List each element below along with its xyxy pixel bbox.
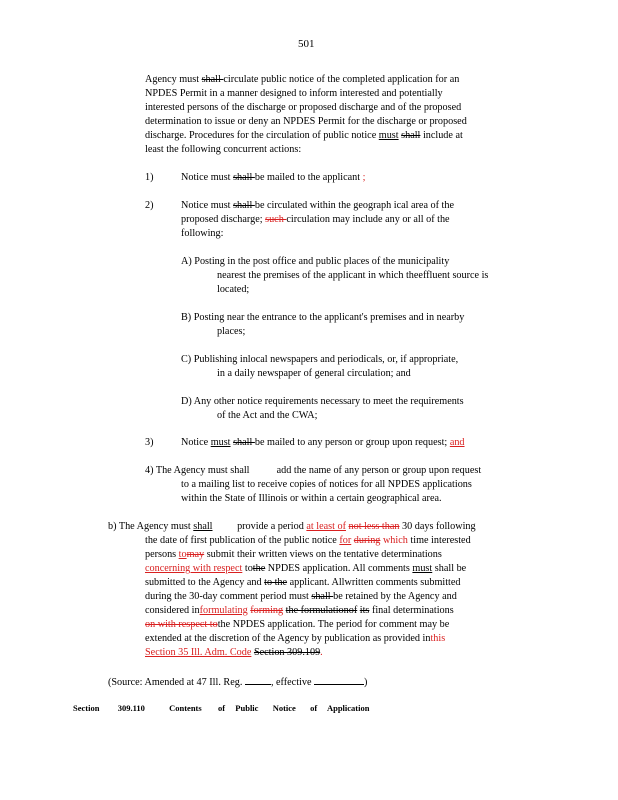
para-b-line-2	[145, 534, 471, 547]
sub-a-line-2: nearest the premises of the applicant in which theeffluent source is	[217, 270, 489, 281]
inserted-text: to	[178, 549, 187, 560]
struck-text: shall	[401, 130, 421, 141]
inserted-text: concerning with respect	[145, 563, 243, 574]
text: Contents	[169, 703, 202, 713]
item-2-line-1	[181, 199, 454, 212]
blank-line	[314, 674, 364, 685]
text: Agency must	[145, 74, 200, 85]
item-4-line-3: within the State of Illinois or within a certain geographical area.	[181, 493, 442, 504]
text: of	[310, 703, 318, 713]
text: considered in	[145, 605, 200, 616]
text: submitted to the Agency and	[145, 577, 262, 588]
intro-line-5	[145, 129, 463, 142]
text: effective	[276, 677, 312, 688]
text: Notice must	[181, 200, 231, 211]
para-b-line-1	[108, 520, 476, 533]
deleted-text: not less than	[348, 521, 400, 532]
deleted-text: during	[353, 535, 381, 546]
item-1-number: 1)	[145, 172, 154, 183]
text: persons	[145, 549, 177, 560]
text: extended at the discretion of the Agency by publication as provided in	[145, 633, 431, 644]
sub-d-line-2: of the Act and the CWA;	[217, 410, 318, 421]
text: provide a period	[237, 521, 304, 532]
text: Notice must	[181, 172, 231, 183]
intro-line-4: determination to issue or deny an NPDES Permit for the discharge or proposed	[145, 116, 467, 127]
text: Notice	[272, 703, 296, 713]
para-b-line-5	[145, 576, 461, 589]
underlined-text: must	[210, 437, 231, 448]
text: shall be	[434, 563, 467, 574]
item-4-line-2: to a mailing list to receive copies of notices for all NPDES applications	[181, 479, 472, 490]
struck-text: shall	[233, 172, 255, 183]
para-b-line-6	[145, 590, 457, 603]
struck-text: the	[252, 563, 266, 574]
text: be circulated within the geograph ical area of the	[254, 200, 454, 211]
page-number: 501	[298, 38, 315, 50]
text: during the 30-day comment period must	[145, 591, 309, 602]
underlined-text: shall	[193, 521, 213, 532]
text: discharge. Procedures for the circulation of public notice	[145, 130, 377, 141]
inserted-text: Section 35 Ill. Adm. Code	[145, 647, 252, 658]
item-1-text	[181, 171, 365, 184]
text: 309.110	[117, 703, 145, 713]
text: to	[244, 563, 253, 574]
text: of	[217, 703, 226, 713]
deleted-text: may	[186, 549, 205, 560]
text: Amended at 47 Ill. Reg.	[144, 677, 243, 688]
text: add the name of any person or group upon request	[276, 465, 482, 476]
sub-a-line-1: A) Posting in the post office and public places of the municipality	[181, 256, 450, 267]
text: include at	[422, 130, 463, 141]
inserted-text: this	[430, 633, 446, 644]
para-b-line-9	[145, 632, 445, 645]
underlined-text: must	[412, 563, 433, 574]
item-3-text	[181, 436, 465, 449]
sub-d-line-1: D) Any other notice requirements necessary to meet the requirements	[181, 396, 464, 407]
text: circulation may include any or all of the	[286, 214, 450, 225]
inserted-text: at least of	[306, 521, 346, 532]
sub-c-line-1: C) Publishing inlocal newspapers and periodicals, or, if appropriate,	[181, 354, 459, 365]
text: be retained by the Agency and	[333, 591, 457, 602]
text: submit their written views on the tentative determinations	[206, 549, 442, 560]
item-4-line-1	[145, 464, 481, 477]
struck-text: shall	[233, 200, 255, 211]
intro-line-2: NPDES Permit in a manner designed to inform interested and potentially	[145, 88, 443, 99]
inserted-text: for	[339, 535, 352, 546]
item-2-line-2	[181, 213, 450, 226]
text: ,	[270, 677, 274, 688]
item-2-line-3: following:	[181, 228, 224, 239]
struck-text: shall	[233, 437, 255, 448]
sub-b-line-2: places;	[217, 326, 246, 337]
struck-text: its	[359, 605, 370, 616]
struck-text: Section 309.109	[253, 647, 321, 658]
struck-gap	[252, 464, 274, 477]
struck-text: shall	[201, 74, 224, 85]
text: b) The Agency must	[108, 521, 191, 532]
inserted-text: and	[449, 437, 465, 448]
section-heading	[73, 702, 369, 715]
text: Public	[235, 703, 259, 713]
text: Application	[326, 703, 370, 713]
text: be mailed to any person or group upon request;	[254, 437, 448, 448]
text: final determinations	[371, 605, 454, 616]
text: (Source:	[108, 677, 143, 688]
text: 4) The Agency must shall	[145, 465, 250, 476]
deleted-text: forming	[250, 605, 284, 616]
text: NPDES application. All comments	[267, 563, 410, 574]
text: the NPDES application. The period for comment may be	[217, 619, 450, 630]
text: .	[320, 647, 323, 658]
text: applicant. Allwritten comments submitted	[289, 577, 461, 588]
item-2-number: 2)	[145, 200, 154, 211]
para-b-line-3	[145, 548, 442, 561]
struck-text: to the	[264, 577, 288, 588]
source-note	[108, 674, 367, 689]
para-b-line-4	[145, 562, 466, 575]
text: circulate public notice of the completed application for an	[223, 74, 460, 85]
sub-c-line-2: in a daily newspaper of general circulation; and	[217, 368, 411, 379]
inserted-text: formulating	[199, 605, 248, 616]
deleted-text: on with respect to	[145, 619, 218, 630]
text: Section	[73, 703, 100, 713]
intro-line-6: least the following concurrent actions:	[145, 144, 302, 155]
intro-line-1	[145, 73, 459, 86]
underlined-text: must	[378, 130, 399, 141]
text: the date of first publication of the public notice	[145, 535, 337, 546]
inserted-text: ;	[362, 172, 366, 183]
struck-text: such	[265, 214, 287, 225]
inserted-text: which	[382, 535, 408, 546]
para-b-line-10	[145, 646, 323, 659]
text: Notice	[181, 437, 209, 448]
blank-line	[245, 674, 271, 685]
text: be mailed to the applicant	[254, 172, 361, 183]
struck-text: the formulationof	[285, 605, 358, 616]
para-b-line-8	[145, 618, 449, 631]
item-3-number: 3)	[145, 437, 154, 448]
struck-text: shall	[311, 591, 334, 602]
intro-line-3: interested persons of the discharge or proposed discharge and of the proposed	[145, 102, 462, 113]
text: )	[364, 677, 368, 688]
text: proposed discharge;	[181, 214, 263, 225]
para-b-line-7	[145, 604, 454, 617]
sub-a-line-3: located;	[217, 284, 250, 295]
text: time interested	[410, 535, 471, 546]
sub-b-line-1: B) Posting near the entrance to the applicant's premises and in nearby	[181, 312, 465, 323]
text: 30 days following	[402, 521, 476, 532]
